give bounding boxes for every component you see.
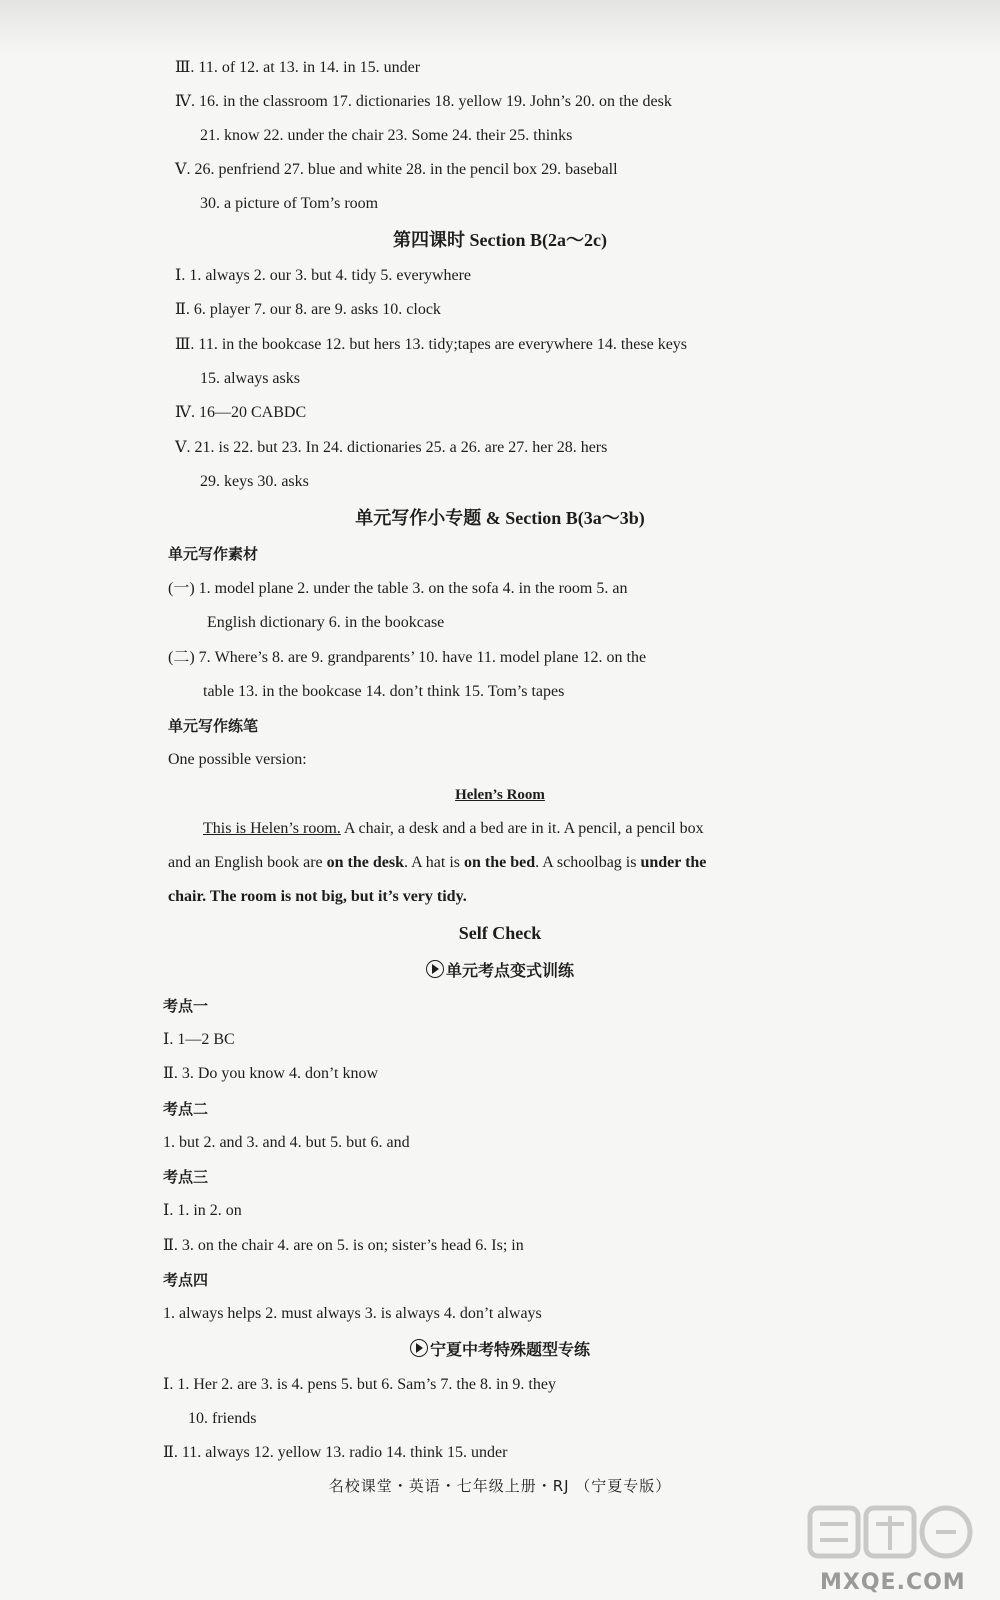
answer-line: Ⅱ. 6. player 7. our 8. are 9. asks 10. clock (175, 301, 441, 318)
answer-line: Ⅳ. 16—20 CABDC (175, 404, 307, 421)
answer-line: (一) 1. model plane 2. under the table 3. on the sofa 4. in the room 5. an (168, 580, 628, 597)
subsection-label: 考点一 (163, 997, 209, 1015)
answer-line: Ⅰ. 1—2 BC (163, 1031, 235, 1048)
play-arrow-icon (426, 960, 444, 978)
scan-shadow (0, 0, 1000, 55)
answer-line: 21. know 22. under the chair 23. Some 24. their 25. thinks (200, 127, 573, 144)
subsection-label: 单元写作练笔 (168, 717, 259, 735)
subsection-label: 单元写作素材 (168, 545, 259, 563)
answer-line: One possible version: (168, 751, 307, 768)
answer-line: Ⅰ. 1. Her 2. are 3. is 4. pens 5. but 6. Sam’s 7. the 8. in 9. they (163, 1376, 556, 1393)
watermark-text: MXQE.COM (820, 1570, 966, 1595)
answer-line: Ⅱ. 3. on the chair 4. are on 5. is on; sister’s head 6. Is; in (163, 1237, 524, 1254)
answer-line: Ⅴ. 21. is 22. but 23. In 24. dictionaries 25. a 26. are 27. her 28. hers (175, 439, 608, 456)
section-heading: 单元写作小专题 & Section B(3a～3b) (355, 508, 645, 528)
answer-line: 10. friends (188, 1410, 257, 1427)
answer-line: Ⅲ. 11. of 12. at 13. in 14. in 15. under (175, 59, 421, 76)
page-footer: 名校课堂・英语・七年级上册・RJ （宁夏专版） (328, 1477, 672, 1495)
answer-line: (二) 7. Where’s 8. are 9. grandparents’ 10. have 11. model plane 12. on the (168, 649, 647, 666)
essay-line: chair. The room is not big, but it’s very tidy. (168, 888, 467, 905)
essay-line: and an English book are on the desk. A hat is on the bed. A schoolbag is under the (168, 854, 707, 871)
answer-line: Ⅳ. 16. in the classroom 17. dictionaries 18. yellow 19. John’s 20. on the desk (175, 93, 672, 110)
section-heading: 宁夏中考特殊题型专练 (0, 1339, 1000, 1362)
subsection-label: 考点二 (163, 1100, 209, 1118)
section-heading: Self Check (458, 923, 542, 943)
section-heading: 第四课时 Section B(2a～2c) (393, 230, 607, 250)
section-heading: 单元考点变式训练 (0, 960, 1000, 983)
answer-line: English dictionary 6. in the bookcase (207, 614, 445, 631)
answer-line: 1. always helps 2. must always 3. is always 4. don’t always (163, 1305, 542, 1322)
answer-line: Ⅱ. 3. Do you know 4. don’t know (163, 1065, 379, 1082)
answer-line: 15. always asks (200, 370, 300, 387)
answer-line: Ⅱ. 11. always 12. yellow 13. radio 14. think 15. under (163, 1444, 508, 1461)
answer-line: Ⅰ. 1. in 2. on (163, 1202, 242, 1219)
subsection-label: 考点三 (163, 1168, 209, 1186)
answer-line: Ⅰ. 1. always 2. our 3. but 4. tidy 5. everywhere (175, 267, 472, 284)
answer-line: 29. keys 30. asks (200, 473, 309, 490)
answer-line: Ⅴ. 26. penfriend 27. blue and white 28. in the pencil box 29. baseball (175, 161, 618, 178)
answer-line: Ⅲ. 11. in the bookcase 12. but hers 13. tidy;tapes are everywhere 14. these keys (175, 336, 688, 353)
play-arrow-icon (410, 1339, 428, 1357)
subsection-label: 考点四 (163, 1271, 209, 1289)
answer-line: 30. a picture of Tom’s room (200, 195, 379, 212)
essay-title: Helen’s Room (455, 787, 545, 803)
answer-line: table 13. in the bookcase 14. don’t think 15. Tom’s tapes (203, 683, 565, 700)
essay-line: This is Helen’s room. A chair, a desk and a bed are in it. A pencil, a pencil box (203, 820, 704, 837)
answer-line: 1. but 2. and 3. and 4. but 5. but 6. and (163, 1134, 410, 1151)
